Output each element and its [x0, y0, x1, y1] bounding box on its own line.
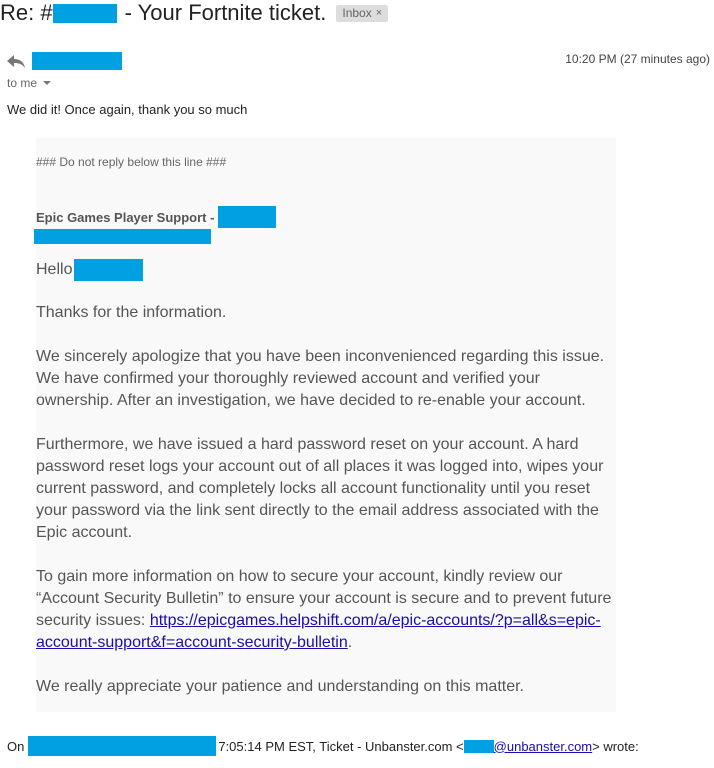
paragraph-4-text: security issues: [36, 612, 150, 629]
attribution-end: > wrote: [592, 738, 639, 754]
security-bulletin-link-continued[interactable]: account-support&f=account-security-bulletin [36, 634, 348, 651]
redacted-date [28, 736, 216, 756]
signature-line [36, 206, 276, 228]
paragraph-4 [36, 566, 611, 654]
message-time: 10:20 PM (27 minutes ago) [565, 52, 710, 66]
quoted-message [36, 138, 616, 712]
remove-label-icon[interactable]: × [375, 6, 383, 19]
subject-row [0, 0, 388, 26]
chevron-down-icon[interactable] [43, 81, 51, 85]
paragraph-5: We really appreciate your patience and understanding on this matter. [36, 678, 524, 695]
paragraph-2-line: We have confirmed your thoroughly reviewed account and verified your [36, 370, 540, 387]
paragraph-3-line: Epic account. [36, 524, 133, 541]
paragraph-2-line: We sincerely apologize that you have been inconvenienced regarding this issue. [36, 348, 605, 365]
redacted-agent-name [218, 206, 276, 228]
redacted-ticket-number [53, 4, 117, 23]
recipient-details[interactable] [7, 76, 51, 90]
subject-prefix: Re: # [0, 0, 53, 25]
reply-body: We did it! Once again, thank you so much [7, 102, 248, 117]
sender-email-link[interactable]: @unbanster.com [493, 738, 593, 754]
redacted-signature-detail [34, 229, 211, 244]
reply-separator: ### Do not reply below this line ### [36, 155, 227, 169]
paragraph-3-line: your password via the link sent directly to the email address associated with the [36, 502, 599, 519]
paragraph-1: Thanks for the information. [36, 304, 227, 321]
inbox-label-chip[interactable] [336, 5, 388, 22]
greeting [36, 259, 143, 281]
quote-attribution [7, 736, 639, 756]
inbox-label-text: Inbox [342, 5, 372, 20]
greeting-text: Hello [36, 261, 73, 278]
paragraph-4-line: “Account Security Bulletin” to ensure your account is secure and to prevent future [36, 590, 612, 607]
attribution-text: 7:05:14 PM EST, Ticket - Unbanster.com < [218, 738, 464, 754]
attribution-on: On [7, 738, 25, 754]
redacted-sender-name [32, 52, 122, 70]
redacted-username [74, 259, 143, 281]
paragraph-2-line: ownership. After an investigation, we have decided to re-enable your account. [36, 392, 586, 409]
paragraph-3-line: Furthermore, we have issued a hard password reset on your account. A hard [36, 436, 579, 453]
subject-title: - Your Fortnite ticket. [124, 0, 327, 25]
paragraph-4-line [36, 610, 611, 632]
paragraph-4-line [36, 632, 611, 654]
security-bulletin-link[interactable]: https://epicgames.helpshift.com/a/epic-accounts/?p=all&s=epic- [149, 612, 601, 629]
paragraph-4-line: To gain more information on how to secure your account, kindly review our [36, 568, 563, 585]
reply-icon[interactable] [6, 53, 26, 69]
signature-line-2 [34, 228, 211, 246]
paragraph-3-line: password reset logs your account out of all places it was logged into, wipes your [36, 458, 604, 475]
redacted-email-user [464, 740, 494, 753]
signature-text: Epic Games Player Support - [36, 209, 215, 225]
paragraph-2 [36, 346, 604, 412]
link-period: . [347, 634, 353, 651]
paragraph-3 [36, 434, 603, 544]
sender-row [6, 52, 122, 70]
paragraph-3-line: current password, and completely locks all account functionality until you reset [36, 480, 591, 497]
recipient-text: to me [7, 76, 38, 90]
